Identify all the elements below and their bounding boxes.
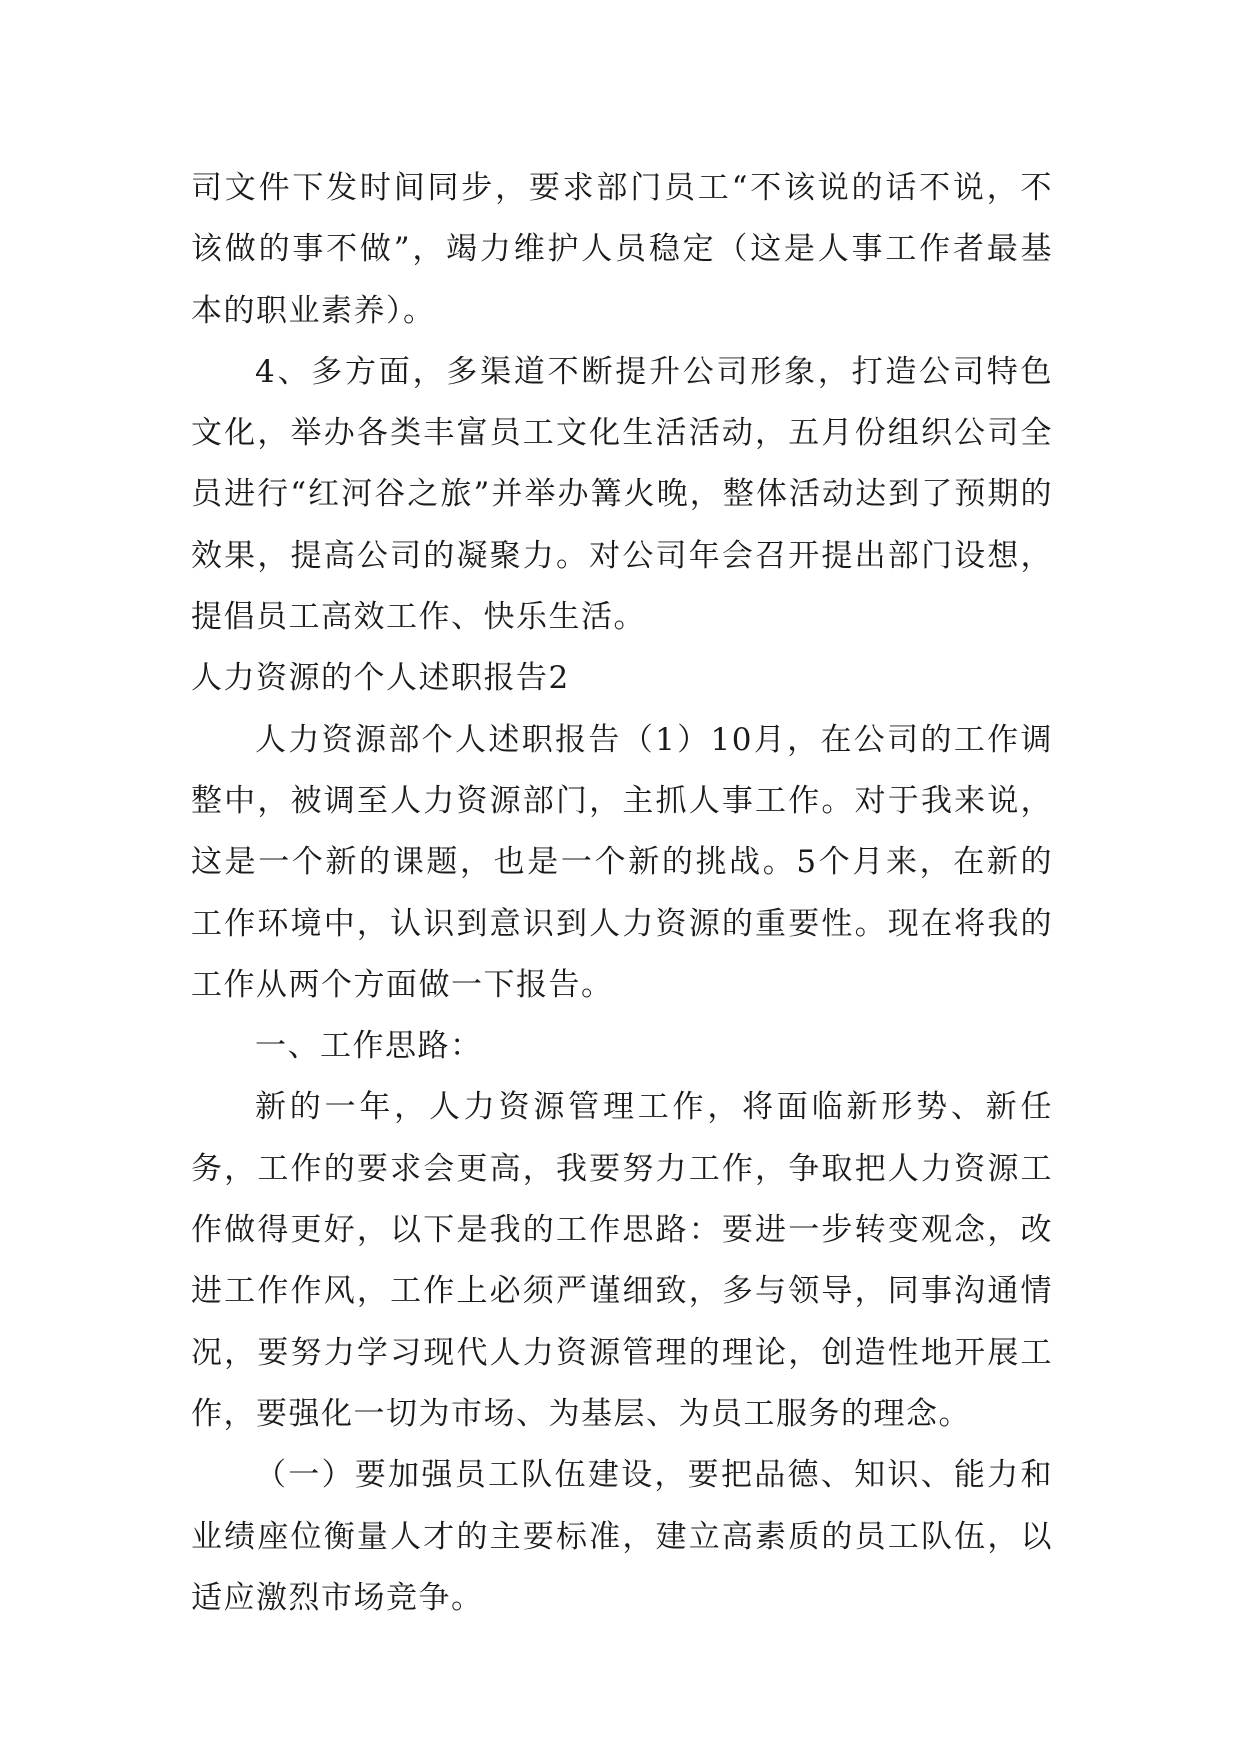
paragraph-continuation: 司文件下发时间同步，要求部门员工“不该说的话不说，不该做的事不做”，竭力维护人员稳定（这是人事工作者最基本的职业素养）。 <box>191 170 1053 329</box>
document-body <box>191 158 1053 1629</box>
paragraph-intro: 人力资源部个人述职报告（1）10月，在公司的工作调整中，被调至人力资源部门，主抓人事工作。对于我来说，这是一个新的课题，也是一个新的挑战。5个月来，在新的工作环境中，认识到意识到人力资源的重要性。现在将我的工作从两个方面做一下报告。 <box>191 721 1053 1003</box>
paragraph-work-thinking: 新的一年，人力资源管理工作，将面临新形势、新任务，工作的要求会更高，我要努力工作，争取把人力资源工作做得更好，以下是我的工作思路：要进一步转变观念，改进工作作风，工作上必须严谨细致，多与领导，同事沟通情况，要努力学习现代人力资源管理的理论，创造性地开展工作，要强化一切为市场、为基层、为员工服务的理念。 <box>191 1089 1053 1432</box>
heading-work-thinking: 一、工作思路： <box>255 1028 483 1065</box>
paragraph-subitem-1: （一）要加强员工队伍建设，要把品德、知识、能力和业绩座位衡量人才的主要标准，建立高素质的员工队伍，以适应激烈市场竞争。 <box>191 1457 1053 1616</box>
paragraph-item-4: 4、多方面，多渠道不断提升公司形象，打造公司特色文化，举办各类丰富员工文化生活活动，五月份组织公司全员进行“红河谷之旅”并举办篝火晚，整体活动达到了预期的效果，提高公司的凝聚力。对公司年会召开提出部门设想，提倡员工高效工作、快乐生活。 <box>191 353 1053 636</box>
section-title: 人力资源的个人述职报告2 <box>191 660 570 697</box>
